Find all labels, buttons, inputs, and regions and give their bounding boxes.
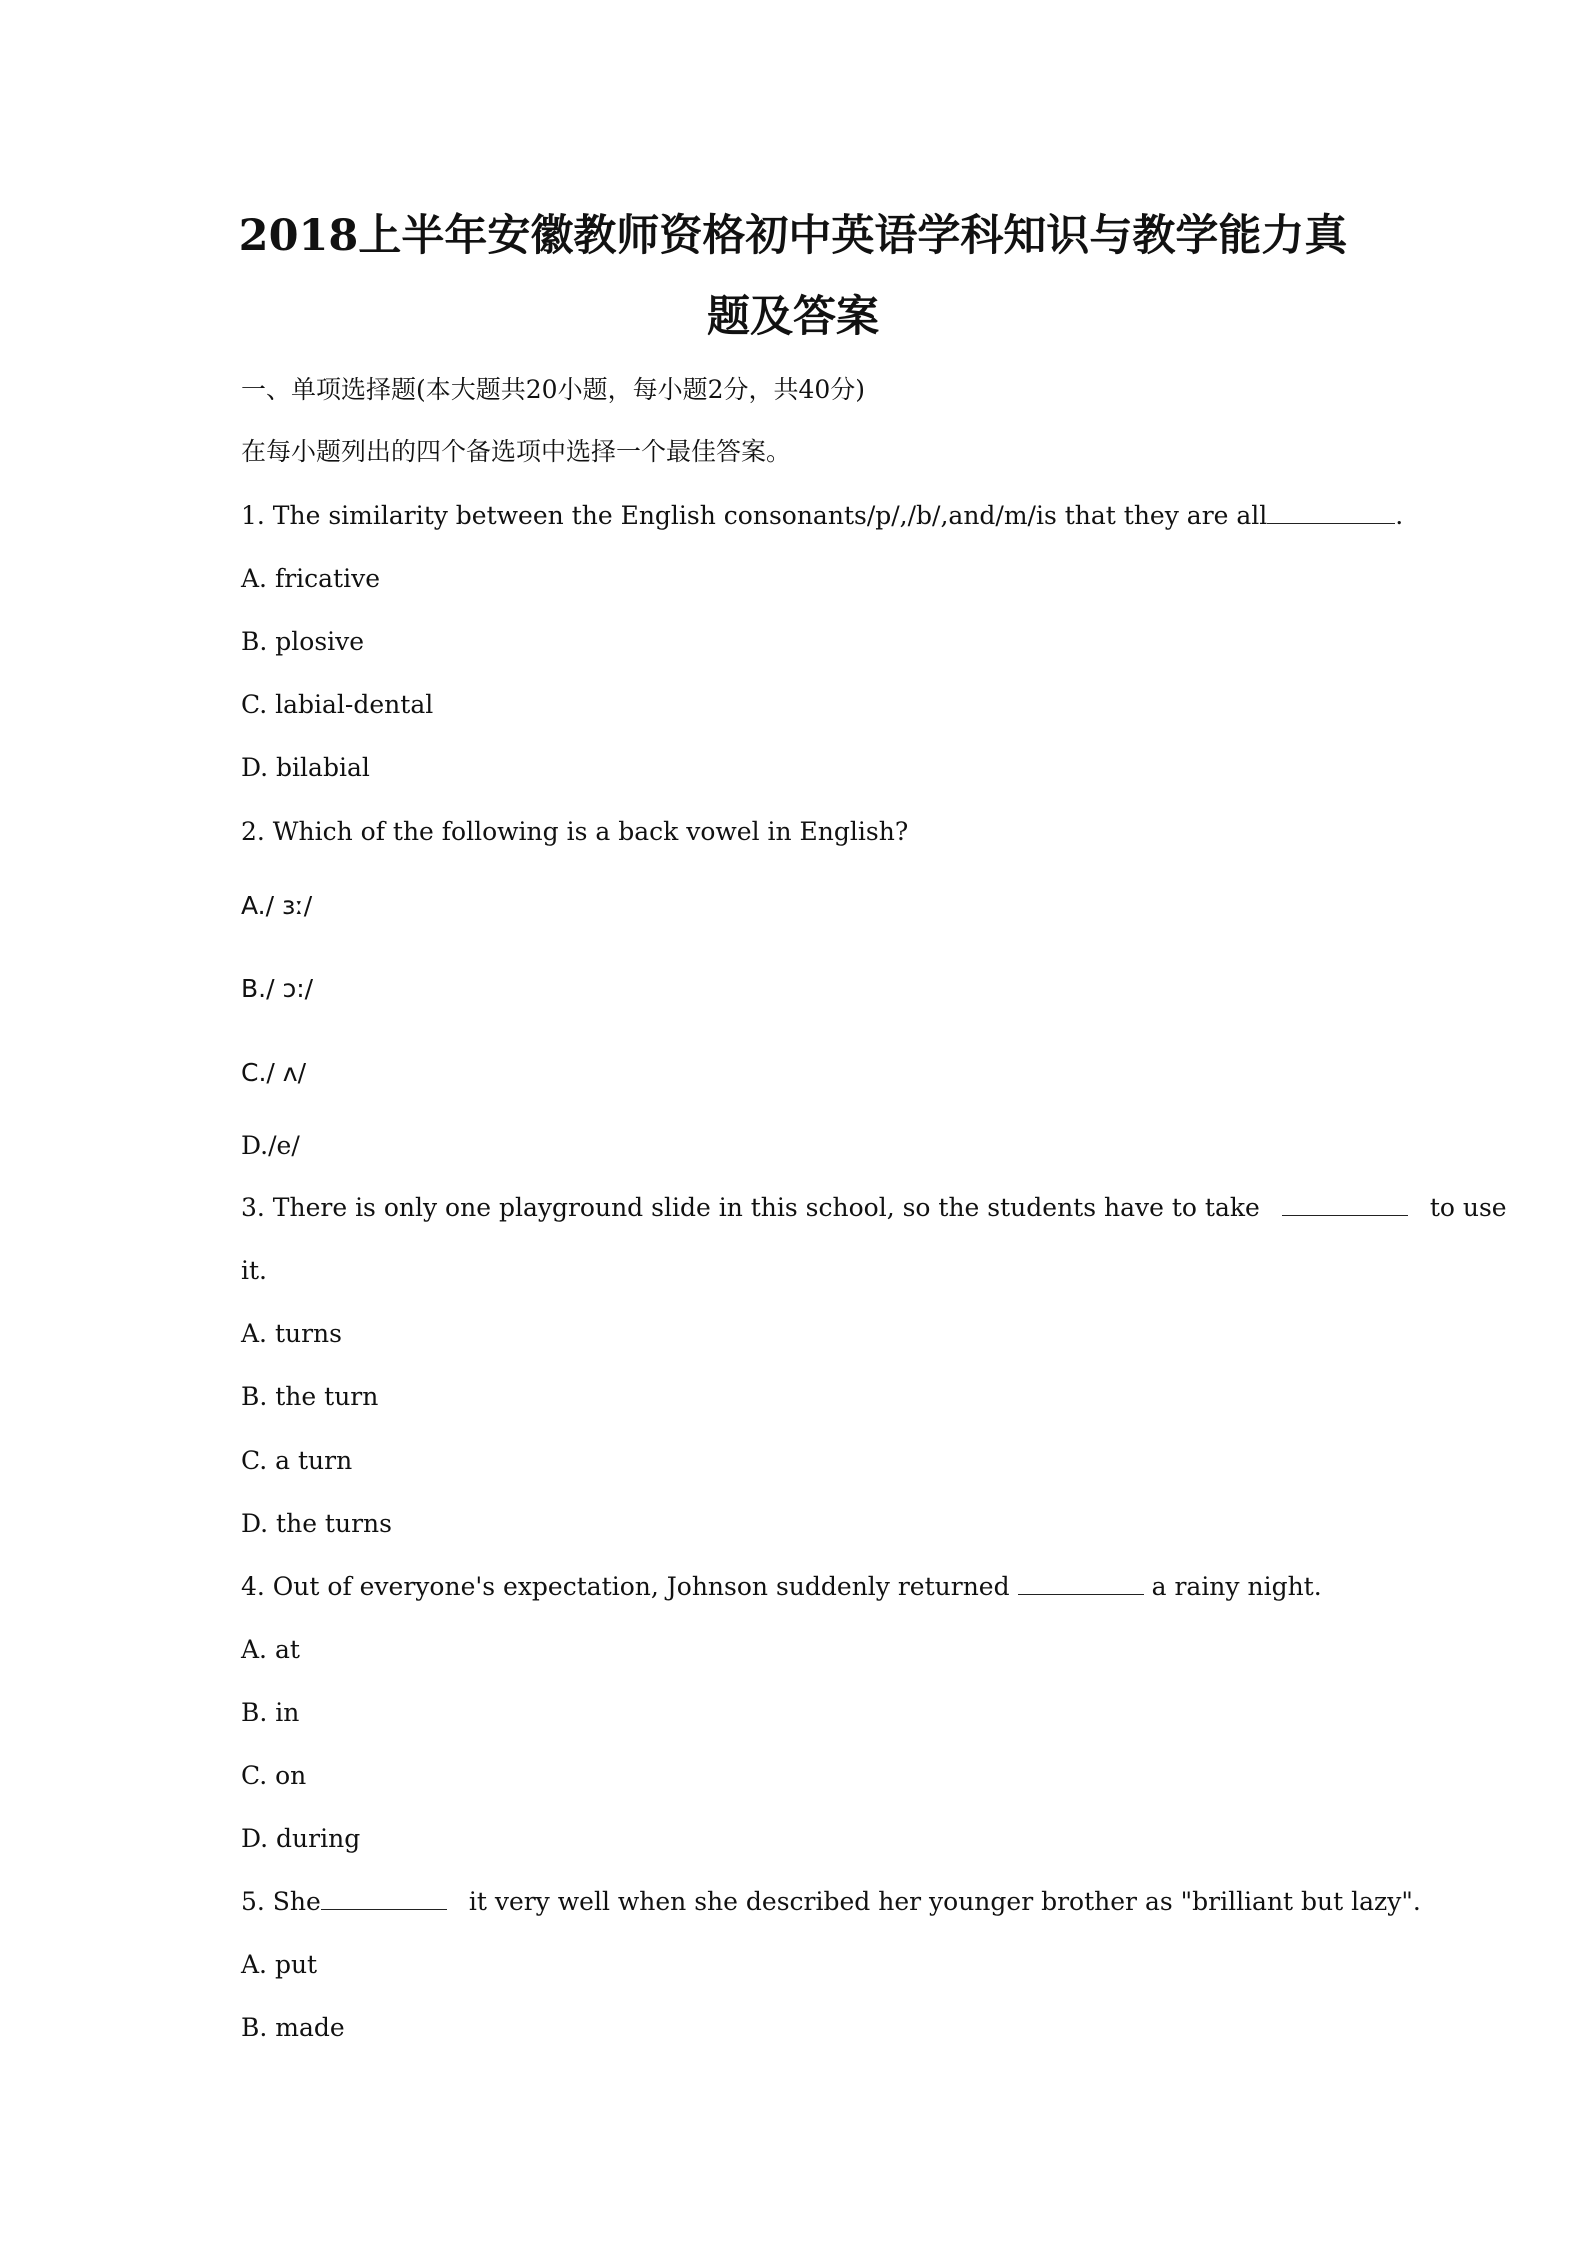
answer-blank	[1267, 503, 1395, 524]
question-4-option-c: C. on	[241, 1761, 307, 1790]
question-4-stem-after: a rainy night.	[1151, 1572, 1322, 1601]
question-1-stem	[241, 500, 1403, 532]
question-3-stem	[241, 1192, 1507, 1224]
question-1-option-c: C. labial-dental	[241, 690, 434, 719]
question-1-option-d: D. bilabial	[241, 753, 370, 782]
answer-blank	[1018, 1574, 1144, 1595]
question-1-option-a: A. fricative	[241, 564, 381, 593]
question-4-stem-before: 4. Out of everyone's expectation, Johnson suddenly returned	[241, 1572, 1010, 1601]
section-heading: 一、单项选择题(本大题共20小题，每小题2分，共40分)	[241, 375, 866, 404]
question-4-option-a: A. at	[241, 1635, 300, 1664]
document-title-line-1: 2018上半年安徽教师资格初中英语学科知识与教学能力真	[238, 211, 1348, 261]
question-4-option-b: B. in	[241, 1698, 300, 1727]
question-5-stem-before: 5. She	[241, 1887, 321, 1916]
question-1-option-b: B. plosive	[241, 627, 365, 656]
question-4-option-d: D. during	[241, 1824, 361, 1853]
question-1-stem-before: 1. The similarity between the English consonants/p/,/b/,and/m/is that they are all	[241, 501, 1268, 530]
answer-blank	[321, 1889, 447, 1910]
question-3-stem-before: 3. There is only one playground slide in this school, so the students have to take	[241, 1193, 1260, 1222]
answer-blank	[1282, 1195, 1408, 1216]
question-2-option-c: C./ ʌ/	[241, 1058, 306, 1087]
question-2-option-d: D./e/	[241, 1131, 300, 1160]
question-3-option-c: C. a turn	[241, 1446, 353, 1475]
instruction-text: 在每小题列出的四个备选项中选择一个最佳答案。	[241, 437, 792, 466]
question-3-option-b: B. the turn	[241, 1382, 379, 1411]
question-5-stem	[241, 1886, 1421, 1918]
question-2-option-a: A./ ɜː/	[241, 891, 313, 920]
question-5-stem-after: it very well when she described her younger brother as "brilliant but lazy".	[468, 1887, 1421, 1916]
question-5-option-a: A. put	[241, 1950, 318, 1979]
question-5-option-b: B. made	[241, 2013, 345, 2042]
document-title-line-2: 题及答案	[707, 292, 879, 342]
question-4-stem	[241, 1571, 1322, 1603]
question-2-option-b: B./ ɔ:/	[241, 974, 314, 1003]
question-3-stem-continuation: it.	[241, 1256, 267, 1285]
question-3-option-d: D. the turns	[241, 1509, 392, 1538]
question-3-option-a: A. turns	[241, 1319, 342, 1348]
question-3-stem-after: to use	[1429, 1193, 1507, 1222]
question-2-stem: 2. Which of the following is a back vowel in English?	[241, 817, 909, 846]
question-1-stem-after: .	[1395, 501, 1404, 530]
